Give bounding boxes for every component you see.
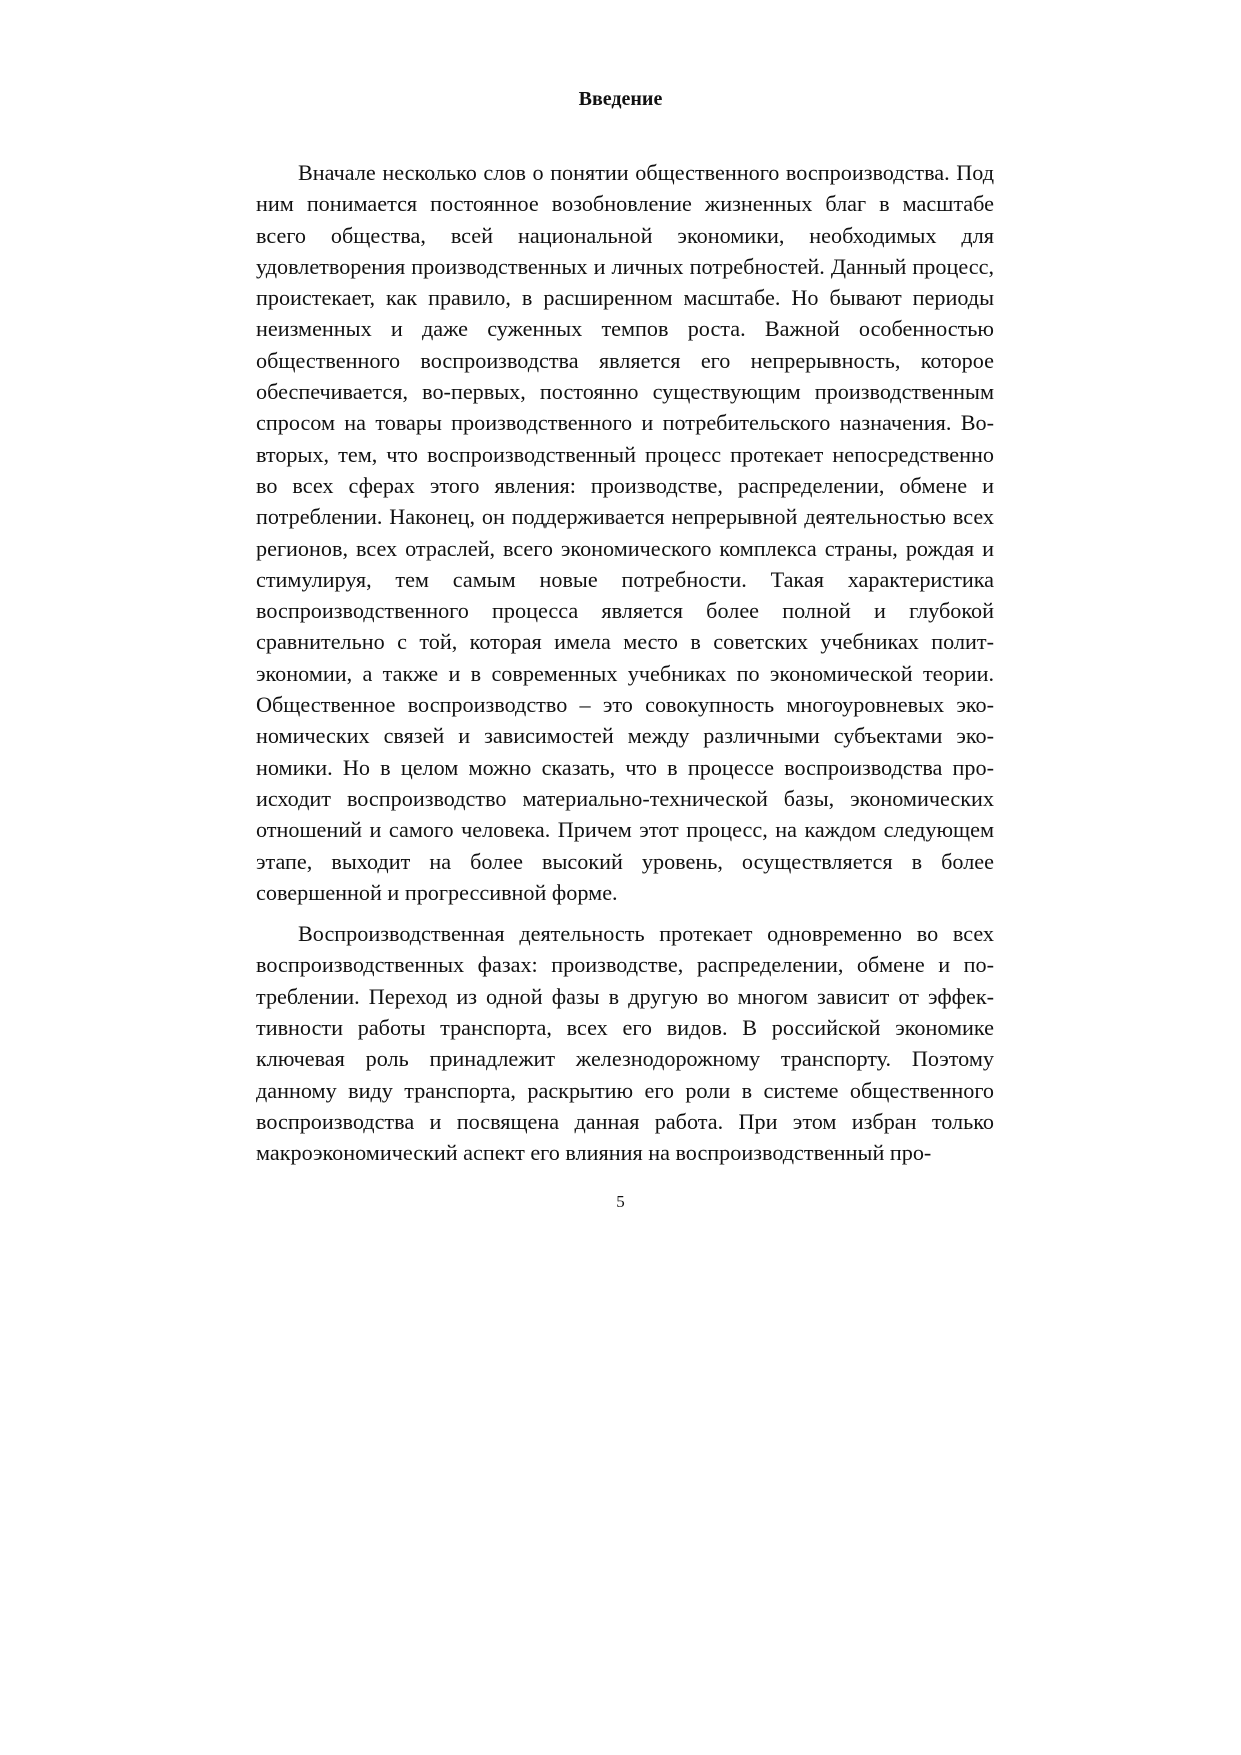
paragraph-1: Вначале несколько слов о понятии общественного воспроизводства. Под ним понимается постоянное возобновление жизненных благ в масштабе всего общества, всей национальной экономики, необходимых для удовлетворения производственных и личных потребностей. Данный процесс, проистекает, как правило, в расширенном масштабе. Но бывают периоды неизменных и даже суженных темпов роста. Важной особенностью общественного воспроизводства является его непрерывность, которое обеспечивается, во-первых, постоянно существующим производственным спросом на товары производственного и потребительского назначения. Во-вторых, тем, что воспроизводственный процесс протекает непосредственно во всех сферах этого явления: производстве, распределении, обмене и потреблении. Наконец, он поддерживается непрерывной деятельностью всех регионов, всех отраслей, всего экономического комплекса страны, рождая и стимулируя, тем самым новые потребности. Такая характеристика воспроизводственного процесса является более полной и глубокой сравнительно с той, которая имела место в советских учебниках политэкономии, а также и в современных учебниках по экономической теории. Общественное воспроизводство – это совокупность многоуровневых экономических связей и зависимостей между различными субъектами экономики. Но в целом можно сказать, что в процессе воспроизводства происходит воспроизводство материально-технической базы, экономических отношений и самого человека. Причем этот процесс, на каждом следующем этапе, выходит на более высокий уровень, осуществляется в более совершенной и прогрессивной форме. xyxy=(256,160,994,905)
body-text xyxy=(256,157,994,1169)
paragraph-2: Воспроизводственная деятельность протекает одновременно во всех воспроизводственных фазах: производстве, распределении, обмене и потреблении. Переход из одной фазы в другую во многом зависит от эффективности работы транспорта, всех его видов. В российской экономике ключевая роль принадлежит железнодорожному транспорту. Поэтому данному виду транспорта, раскрытию его роли в системе общественного воспроизводства и посвящена данная работа. При этом избран только макроэкономический аспект его влияния на воспроизводственный про- xyxy=(256,921,994,1166)
page-number: 5 xyxy=(616,1192,625,1211)
section-heading: Введение xyxy=(578,88,663,110)
